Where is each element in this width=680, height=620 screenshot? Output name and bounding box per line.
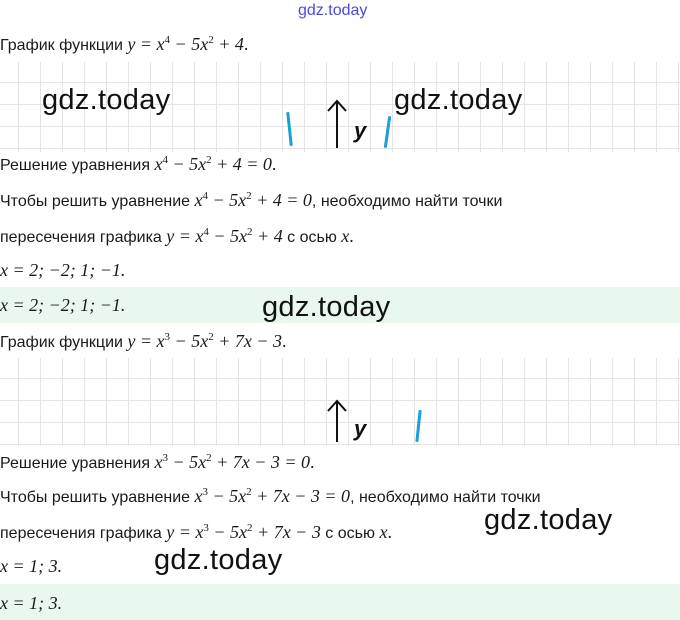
graph-area-2 [0,358,680,446]
solution-heading-2-prefix: Решение уравнения [0,455,151,472]
graph-tick-mark [286,112,293,146]
function-formula-2: $y = x^3 - 5x^2 + 7x - 3$. [127,331,287,351]
watermark: gdz.today [42,84,171,116]
watermark: gdz.today [154,544,283,576]
function-formula-1: $y = x^4 - 5x^2 + 4$. [127,34,249,54]
graph-title-1-prefix: График функции [0,37,123,54]
roots-2: x = 1; 3. [0,556,63,576]
explanation-2-line2-suffix: с осью [325,525,375,542]
equation-2-inline: $x^3 - 5x^2 + 7x - 3 = 0$ [194,486,351,506]
watermark: gdz.today [262,291,391,323]
graph-title-1 [0,34,248,56]
explanation-1-line2-suffix: с осью [287,229,337,246]
watermark-top: gdz.today [298,2,368,19]
arrow-up-icon [326,98,348,150]
watermark: gdz.today [484,504,613,536]
explanation-2-line2 [0,522,392,544]
watermark: gdz.today [394,84,523,116]
answer-2: x = 1; 3. [0,593,63,613]
graph-tick-mark [384,116,391,148]
solution-heading-1-prefix: Решение уравнения [0,157,151,174]
answer-box-2 [0,584,680,620]
equation-1-inline: $x^4 - 5x^2 + 4 = 0$ [194,190,312,210]
arrow-up-icon [326,398,348,444]
explanation-1-line2-prefix: пересечения графика [0,229,162,246]
y-axis-label-1: y [354,118,367,143]
equation-2: $x^3 - 5x^2 + 7x - 3 = 0$. [154,452,315,472]
roots-1: x = 2; −2; 1; −1. [0,260,126,280]
answer-1: x = 2; −2; 1; −1. [0,295,126,315]
explanation-2-prefix: Чтобы решить уравнение [0,489,191,506]
equation-1: $x^4 - 5x^2 + 4 = 0$. [154,154,277,174]
explanation-2-line2-prefix: пересечения графика [0,525,162,542]
function-formula-2-inline: $y = x^3 - 5x^2 + 7x - 3$ [166,522,321,542]
answer-box-1 [0,287,680,323]
graph-tick-mark [415,410,421,442]
axis-x-1: x. [341,226,354,246]
explanation-1-line2 [0,226,354,248]
y-axis-label-2: y [354,416,367,441]
graph-title-2 [0,331,286,353]
explanation-2-line1 [0,486,541,508]
solution-heading-2 [0,452,315,474]
explanation-1-middle: , необходимо найти точки [311,193,503,210]
function-formula-1-inline: $y = x^4 - 5x^2 + 4$ [166,226,283,246]
solution-heading-1 [0,154,276,176]
axis-x-2: x. [379,522,392,542]
explanation-1-prefix: Чтобы решить уравнение [0,193,191,210]
graph-area-1 [0,62,680,152]
explanation-1-line1 [0,190,502,212]
graph-title-2-prefix: График функции [0,334,123,351]
explanation-2-middle: , необходимо найти точки [350,489,541,506]
